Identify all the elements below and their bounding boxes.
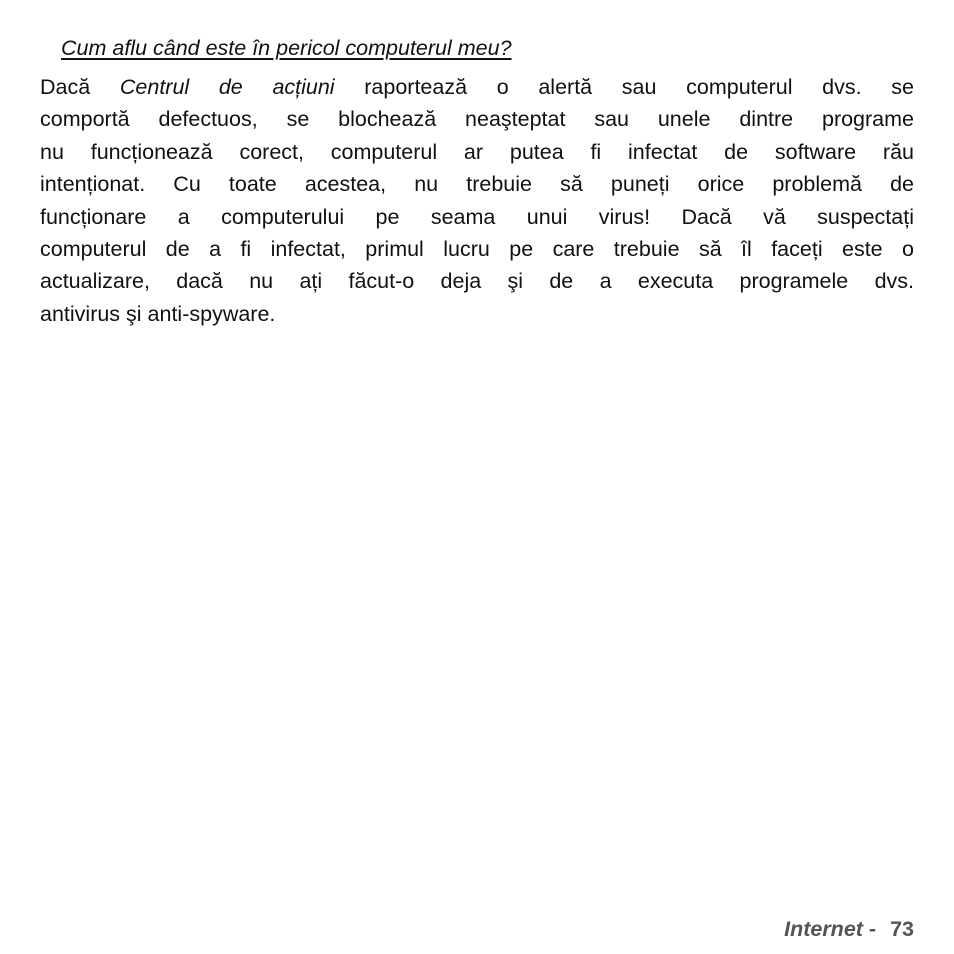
footer-separator: -	[868, 917, 877, 941]
paragraph-line-1	[40, 71, 914, 103]
paragraph-line-7: actualizare, dacă nu ați făcut-o deja şi de a executa programele dvs.	[40, 269, 914, 294]
page-number: 73	[890, 917, 914, 941]
paragraph-text: raportează o alertă sau computerul dvs. se	[364, 75, 914, 99]
footer-section-name: Internet	[784, 917, 863, 941]
action-center-term: Centrul de acțiuni	[119, 75, 335, 99]
paragraph-text: Dacă	[40, 75, 91, 99]
body-paragraph	[40, 71, 914, 330]
paragraph-line-6: computerul de a fi infectat, primul lucru pe care trebuie să îl faceți este o	[40, 237, 914, 262]
paragraph-line-4: intenționat. Cu toate acestea, nu trebuie să puneți orice problemă de	[40, 172, 914, 197]
paragraph-line-5: funcționare a computerului pe seama unui virus! Dacă vă suspectați	[40, 204, 914, 229]
paragraph-line-3: nu funcționează corect, computerul ar putea fi infectat de software rău	[40, 139, 914, 164]
page-footer	[784, 915, 914, 943]
paragraph-line-8: antivirus şi anti-spyware.	[40, 301, 276, 326]
paragraph-line-2: comportă defectuos, se blochează neaşteptat sau unele dintre programe	[40, 107, 914, 132]
section-heading: Cum aflu când este în pericol computerul meu?	[61, 36, 512, 60]
